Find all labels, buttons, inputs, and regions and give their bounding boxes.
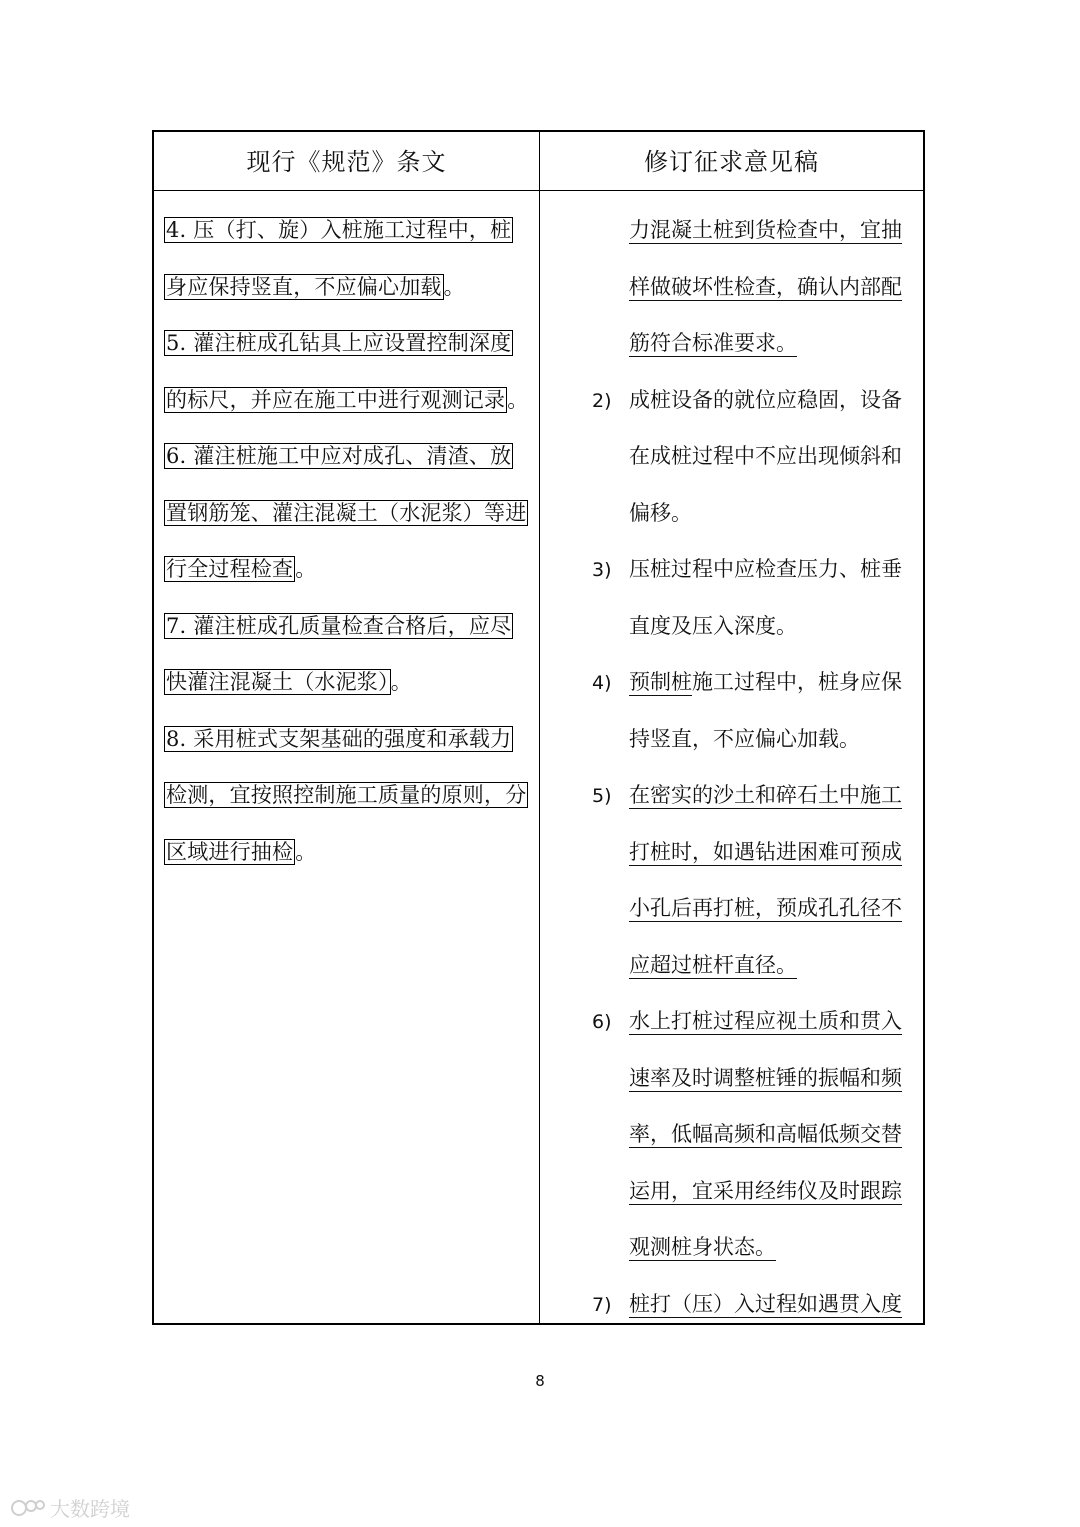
revision-draft-items [579, 202, 919, 1332]
underlined-text: 小孔后再打桩，预成孔孔径不 [629, 896, 902, 920]
underlined-text: 筋符合标准要求。 [629, 331, 797, 355]
plain-text: 直度及压入深度。 [629, 613, 797, 638]
header-current-code: 现行《规范》条文 [246, 148, 447, 176]
item-number: 6) [592, 1011, 612, 1033]
underlined-text: 观测桩身状态。 [629, 1235, 776, 1259]
clause-line [164, 541, 532, 598]
item-number: 4) [592, 672, 612, 694]
clause-line [164, 485, 532, 542]
plain-text: 在成桩过程中不应出现倾斜和 [629, 444, 902, 468]
clause-line [164, 767, 532, 824]
revision-item [579, 654, 919, 767]
item-line [629, 1276, 919, 1333]
boxed-text: 快灌注混凝土（水泥浆） [166, 670, 389, 694]
trailing-text: 。 [443, 274, 465, 299]
underlined-text: 预制桩 [629, 670, 692, 694]
item-line [629, 202, 919, 259]
boxed-text: 5. 灌注桩成孔钻具上应设置控制深度 [166, 331, 512, 355]
current-code-text [164, 202, 532, 880]
clause-line [164, 259, 532, 316]
boxed-text: 区域进行抽检 [166, 839, 294, 864]
underlined-text: 样做破坏性检查，确认内部配 [629, 274, 902, 299]
underlined-text: 桩打（压）入过程如遇贯入度 [629, 1291, 902, 1316]
trailing-text: 。 [390, 670, 412, 694]
revision-item [579, 767, 919, 993]
item-line [629, 937, 919, 994]
item-line [629, 1106, 919, 1163]
item-line [629, 824, 919, 881]
item-line [629, 598, 919, 655]
item-line [629, 767, 919, 824]
underlined-text: 打桩时，如遇钻进困难可预成 [629, 839, 902, 864]
item-number: 5) [592, 785, 612, 807]
item-number: 7) [592, 1293, 612, 1316]
item-line [629, 372, 919, 429]
revision-item [579, 993, 919, 1276]
plain-text: 压桩过程中应检查压力、桩垂 [629, 557, 902, 581]
plain-text: 持竖直，不应偏心加载。 [629, 726, 860, 751]
underlined-text: 在密实的沙土和碎石土中施工 [629, 783, 902, 807]
revision-item [579, 202, 919, 372]
item-number: 2) [592, 389, 612, 412]
item-line [629, 1163, 919, 1220]
item-line [629, 315, 919, 372]
item-line [629, 993, 919, 1050]
item-line [629, 259, 919, 316]
clause-line [164, 428, 532, 485]
item-line [629, 485, 919, 542]
item-line [629, 428, 919, 485]
clause-line [164, 372, 532, 429]
header-divider [154, 190, 923, 191]
page-number: 8 [535, 1372, 545, 1390]
trailing-text: 。 [295, 557, 317, 581]
comparison-table [152, 130, 925, 1325]
trailing-text: 。 [507, 387, 529, 412]
boxed-text: 行全过程检查 [166, 557, 294, 581]
header-revision-draft: 修订征求意见稿 [644, 148, 819, 176]
item-line [629, 654, 919, 711]
trailing-text: 。 [295, 839, 317, 864]
underlined-text: 力混凝土桩到货检查中，宜抽 [629, 218, 902, 242]
clause-line [164, 711, 532, 768]
clause-line [164, 598, 532, 655]
watermark-text: 大数跨境 [50, 1497, 130, 1521]
clause-line [164, 202, 532, 259]
boxed-text: 的标尺，并应在施工中进行观测记录 [166, 387, 506, 412]
revision-item [579, 1276, 919, 1333]
item-line [629, 711, 919, 768]
boxed-text: 置钢筋笼、灌注混凝土（水泥浆）等进 [166, 500, 527, 525]
clause-line [164, 824, 532, 881]
boxed-text: 检测，宜按照控制施工质量的原则，分 [166, 783, 527, 807]
plain-text: 成桩设备的就位应稳固，设备 [629, 387, 902, 412]
clause-line [164, 654, 532, 711]
plain-text: 施工过程中，桩身应保 [692, 670, 902, 694]
boxed-text: 身应保持竖直，不应偏心加载 [166, 274, 442, 299]
item-line [629, 880, 919, 937]
watermark [10, 1493, 130, 1522]
item-line [629, 1219, 919, 1276]
column-divider [539, 132, 540, 1323]
boxed-text: 8. 采用桩式支架基础的强度和承载力 [166, 726, 512, 751]
underlined-text: 应超过桩杆直径。 [629, 952, 797, 977]
item-line [629, 1050, 919, 1107]
item-line [629, 541, 919, 598]
watermark-logo-icon [10, 1496, 46, 1520]
underlined-text: 水上打桩过程应视土质和贯入 [629, 1009, 902, 1033]
boxed-text: 7. 灌注桩成孔质量检查合格后，应尽 [166, 613, 512, 638]
revision-item [579, 541, 919, 654]
revision-item [579, 372, 919, 542]
plain-text: 偏移。 [629, 500, 692, 525]
underlined-text: 运用，宜采用经纬仪及时跟踪 [629, 1178, 902, 1203]
item-number: 3) [592, 559, 612, 581]
boxed-text: 4. 压（打、旋）入桩施工过程中，桩 [166, 218, 512, 242]
clause-line [164, 315, 532, 372]
underlined-text: 速率及时调整桩锤的振幅和频 [629, 1065, 902, 1090]
underlined-text: 率，低幅高频和高幅低频交替 [629, 1122, 902, 1146]
boxed-text: 6. 灌注桩施工中应对成孔、清渣、放 [166, 444, 512, 468]
